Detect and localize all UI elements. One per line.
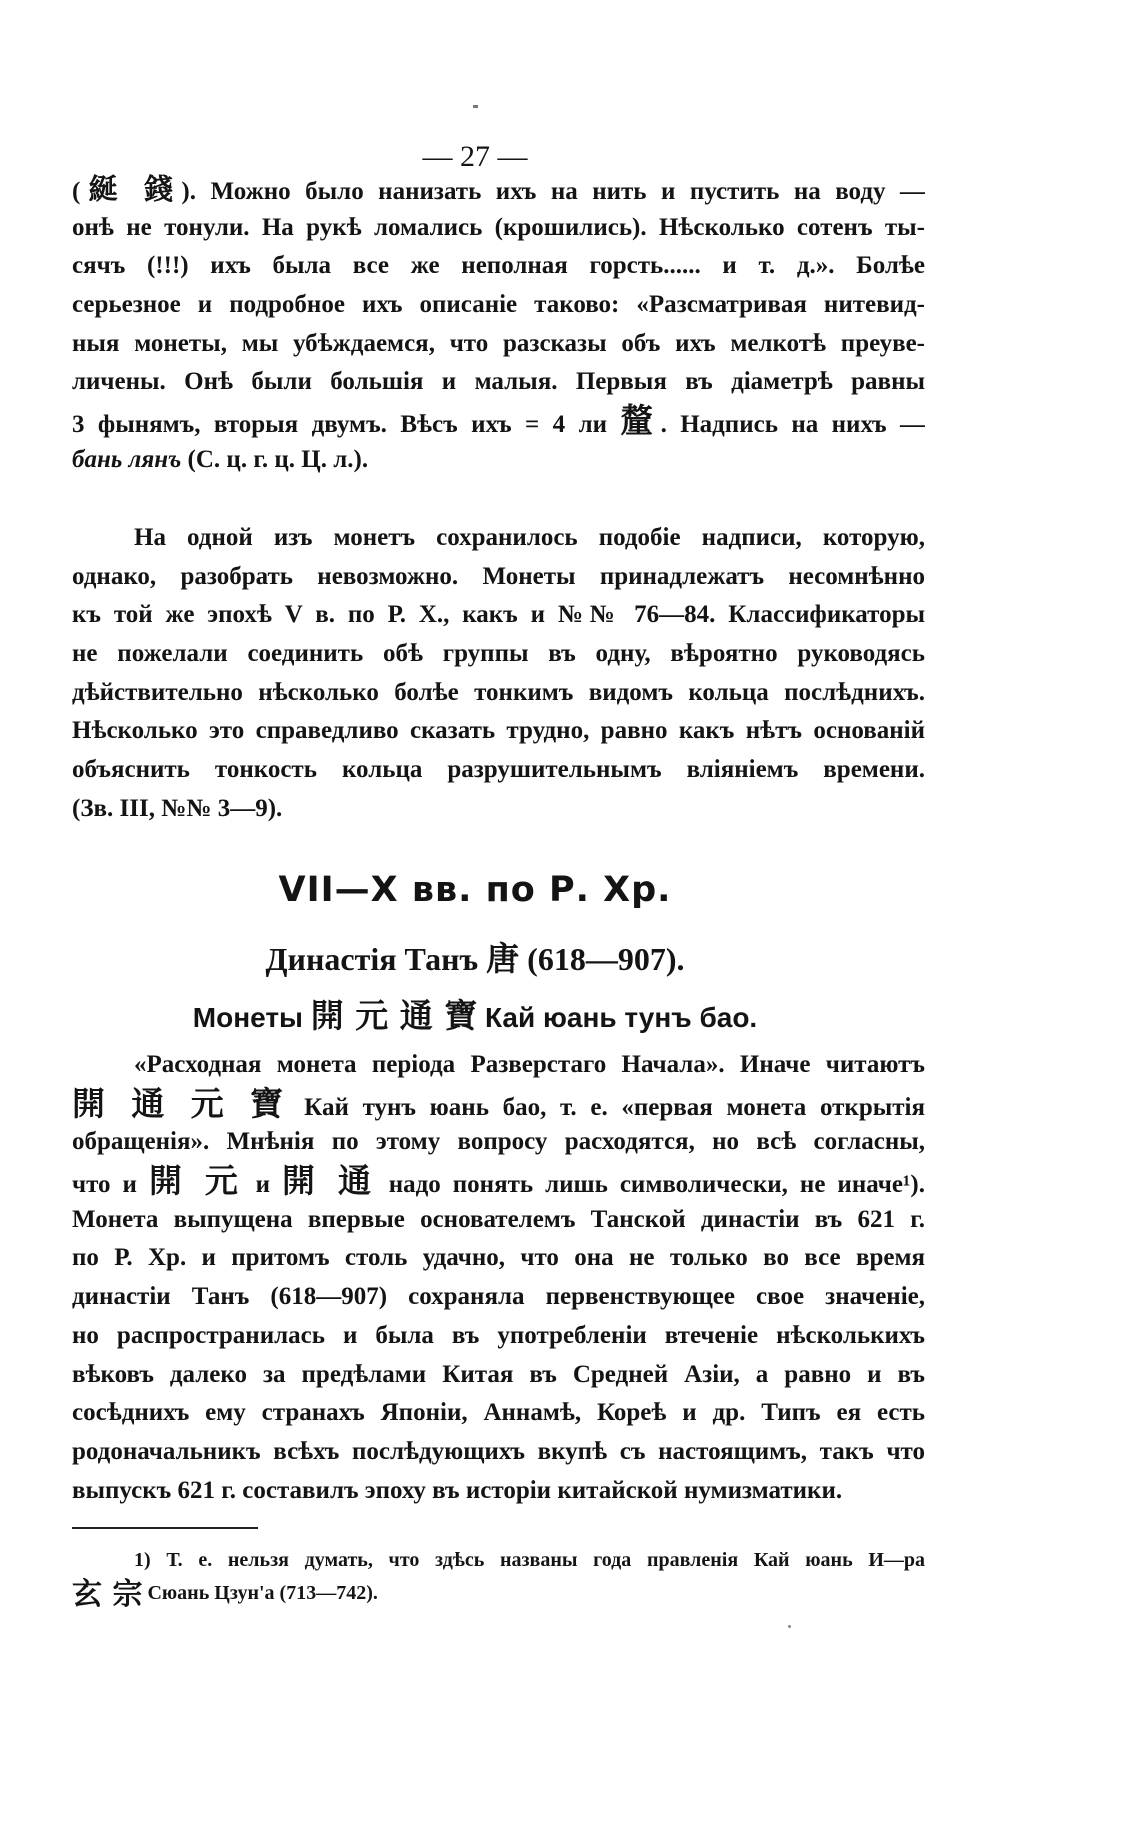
paragraph-1 xyxy=(72,170,925,480)
text-line: Нѣсколько это справедливо сказать трудно, равно какъ нѣтъ основаній xyxy=(72,717,925,745)
text-line: къ той же эпохѣ V в. по Р. Х., какъ и №№ 76—84. Классификаторы xyxy=(72,601,925,629)
footnote-line: 1) Т. е. нельзя думать, что здѣсь названы года правленія Кай юань И—ра xyxy=(134,1549,925,1571)
footnote-rule xyxy=(72,1527,258,1529)
text-line: онѣ не тонули. На рукѣ ломались (крошились). Нѣсколько сотенъ ты- xyxy=(72,213,925,241)
page-number: — 27 — xyxy=(422,140,528,173)
text-line: родоначальникъ всѣхъ послѣдующихъ вкупѣ съ настоящимъ, такъ что xyxy=(72,1437,925,1465)
dynasty-heading: Династія Танъ 唐 (618—907). xyxy=(265,939,685,978)
coins-heading: Монеты 開 元 通 寶 Кай юань тунъ бао. xyxy=(192,996,758,1035)
text-line: дѣйствительно нѣсколько болѣе тонкимъ видомъ кольца послѣднихъ. xyxy=(72,678,925,706)
text-line: 3 фынямъ, вторыя двумъ. Вѣсъ ихъ = 4 ли 釐. Надпись на нихъ — xyxy=(72,402,925,441)
text-line: по Р. Хр. и притомъ столь удачно, что она не только во все время xyxy=(72,1244,925,1272)
text-line: вѣковъ далеко за предѣлами Китая въ Средней Азіи, а равно и въ xyxy=(72,1360,925,1388)
text-line: обращенія». Мнѣнія по этому вопросу расходятся, но всѣ согласны, xyxy=(72,1128,925,1156)
text-line: серьезное и подробное ихъ описаніе таково: «Разсматривая нитевид- xyxy=(72,291,925,319)
text-line: выпускъ 621 г. составилъ эпоху въ исторіи китайской нумизматики. xyxy=(72,1476,843,1504)
text-line: сосѣднихъ ему странахъ Японіи, Аннамѣ, Кореѣ и др. Типъ ея есть xyxy=(72,1399,925,1427)
text-line: что и 開 元 и 開 通 надо понять лишь символически, не иначе¹). xyxy=(72,1162,925,1201)
text-line: но распространилась и была въ употребленіи втеченіе нѣсколькихъ xyxy=(72,1321,925,1349)
text-line: 開 通 元 寶 Кай тунъ юань бао, т. е. «первая монета открытія xyxy=(72,1084,925,1123)
text-line: (綖 錢). Можно было нанизать ихъ на нить и пустить на воду — xyxy=(72,172,925,206)
text-line: «Расходная монета періода Разверстаго Начала». Иначе читаютъ xyxy=(134,1051,925,1078)
paragraph-2 xyxy=(72,519,925,829)
paragraph-3 xyxy=(72,1046,925,1510)
text-line: сячъ (!!!) ихъ была все же неполная горсть...... и т. д.». Болѣе xyxy=(72,252,925,280)
text-line: не пожелали соединить обѣ группы въ одну, вѣроятно руководясь xyxy=(72,640,925,668)
text-line: объяснить тонкость кольца разрушительнымъ вліяніемъ времени. xyxy=(72,756,925,784)
text-line: однако, разобрать невозможно. Монеты принадлежатъ несомнѣнно xyxy=(72,562,925,590)
section-heading: VII—X вв. по Р. Хр. xyxy=(278,870,672,910)
text-line: бань лянъ (С. ц. г. ц. Ц. л.). xyxy=(72,445,369,473)
text-line: личены. Онѣ были большія и малыя. Первыя въ діаметрѣ равны xyxy=(72,368,925,396)
printing-mark xyxy=(473,105,478,108)
footnote-line: 玄 宗 Сюань Цзун'а (713—742). xyxy=(72,1577,378,1610)
text-line: Монета выпущена впервые основателемъ Танской династіи въ 621 г. xyxy=(72,1205,925,1233)
footnote xyxy=(72,1544,925,1610)
text-line: На одной изъ монетъ сохранилось подобіе надписи, которую, xyxy=(134,524,925,551)
text-line: (Зв. III, №№ 3—9). xyxy=(72,794,283,822)
page-speck xyxy=(788,1625,791,1628)
text-line: ныя монеты, мы убѣждаемся, что разсказы объ ихъ мелкотѣ преуве- xyxy=(72,329,925,357)
text-line: династіи Танъ (618—907) сохраняла первенствующее свое значеніе, xyxy=(72,1283,925,1311)
